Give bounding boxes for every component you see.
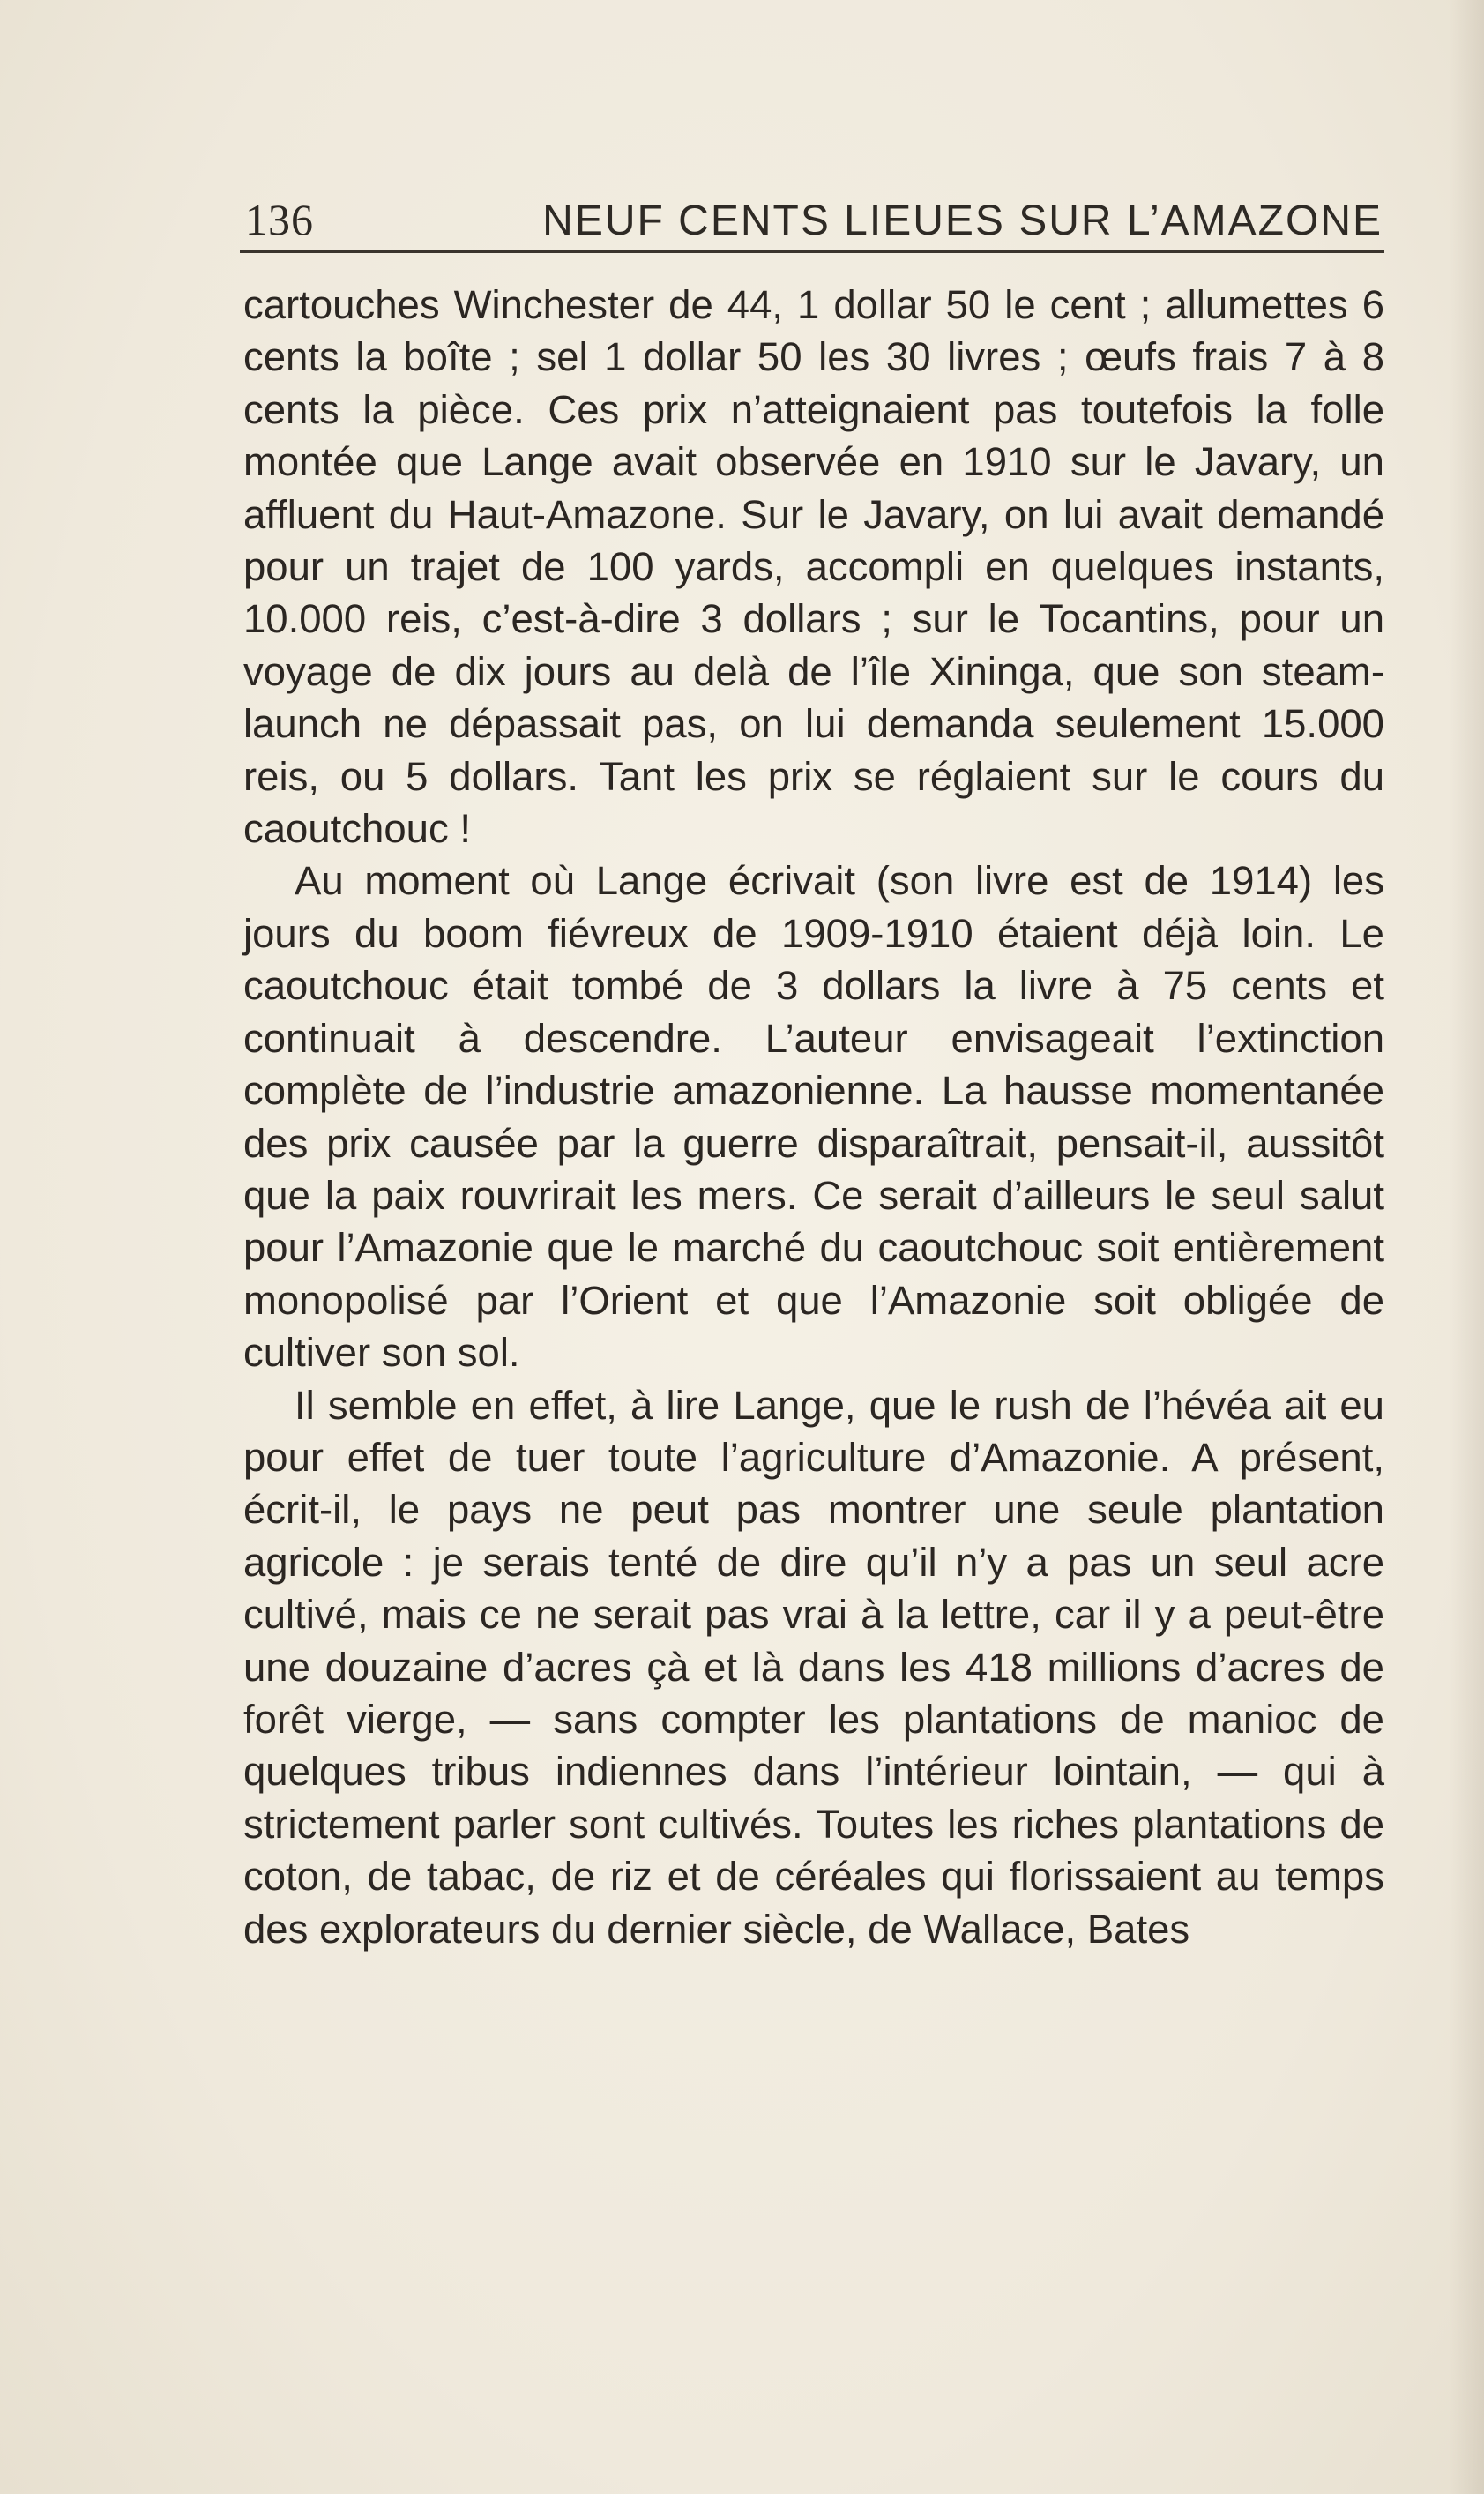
body-text bbox=[243, 279, 1384, 1955]
paragraph-3: Il semble en effet, à lire Lange, que le rush de l’hévéa ait eu pour effet de tuer toute l’agriculture d’Amazonie. A présent, écrit-il, le pays ne peut pas montrer une seule plantation agricole : je serais tenté de dire qu’il n’y a pas un seul acre cultivé, mais ce ne serait pas vrai à la lettre, car il y a peut-être une douzaine d’acres çà et là dans les 418 millions d’acres de forêt vierge, — sans compter les plantations de manioc de quelques tribus indiennes dans l’intérieur lointain, — qui à strictement parler sont cultivés. Toutes les riches plantations de coton, de tabac, de riz et de céréales qui florissaient au temps des explorateurs du dernier siècle, de Wallace, Bates bbox=[243, 1382, 1384, 1952]
header-rule bbox=[240, 250, 1384, 253]
page-edge-shadow bbox=[1449, 0, 1484, 2494]
running-title: NEUF CENTS LIEUES SUR L’AMAZONE bbox=[542, 198, 1383, 244]
page-number: 136 bbox=[245, 195, 314, 244]
running-header bbox=[245, 166, 1383, 245]
paragraph-2: Au moment où Lange écrivait (son livre est de 1914) les jours du boom fiévreux de 1909-1910 étaient déjà loin. Le caoutchouc était tombé de 3 dollars la livre à 75 cents et continuait à descendre. L’auteur envisageait l’extinction complète de l’industrie amazonienne. La hausse momentanée des prix causée par la guerre disparaîtrait, pensait-il, aussitôt que la paix rouvrirait les mers. Ce serait d’ailleurs le seul salut pour l’Amazonie que le marché du caoutchouc soit entièrement monopolisé par l’Orient et que l’Amazonie soit obligée de cultiver son sol. bbox=[243, 858, 1384, 1376]
paragraph-1: cartouches Winchester de 44, 1 dollar 50 le cent ; allumettes 6 cents la boîte ; sel 1 dollar 50 les 30 livres ; œufs frais 7 à 8 cents la pièce. Ces prix n’atteignaient pas toutefois la folle montée que Lange avait observée en 1910 sur le Javary, un affluent du Haut-Amazone. Sur le Javary, on lui avait demandé pour un trajet de 100 yards, accompli en quelques instants, 10.000 reis, c’est-à-dire 3 dollars ; sur le Tocantins, pour un voyage de dix jours au delà de l’île Xininga, que son steam-launch ne dépassait pas, on lui demanda seulement 15.000 reis, ou 5 dollars. Tant les prix se réglaient sur le cours du caoutchouc ! bbox=[243, 282, 1384, 852]
